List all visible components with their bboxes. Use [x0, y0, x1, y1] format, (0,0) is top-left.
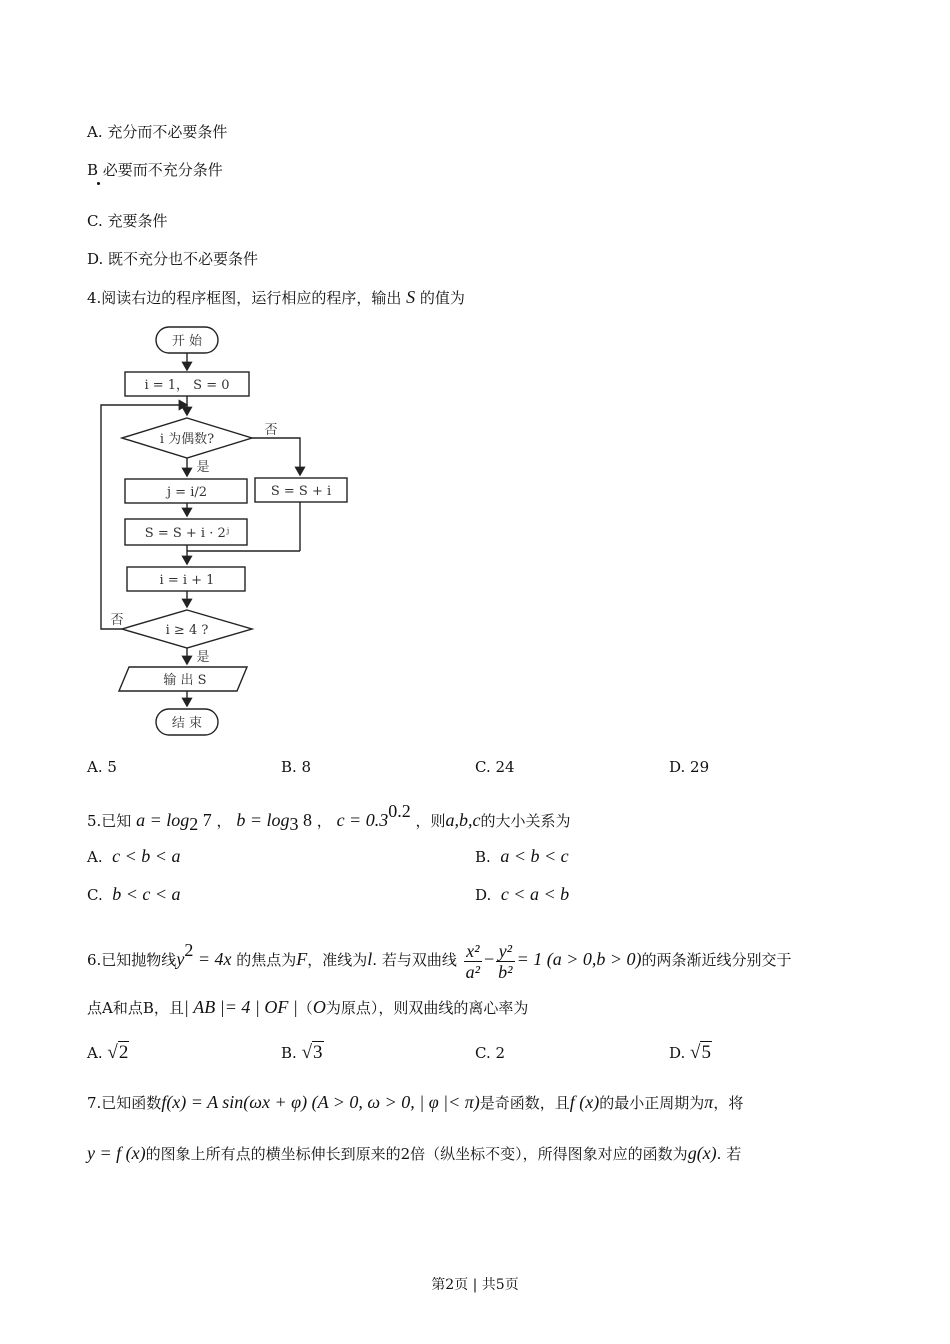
page-footer: 第2页 | 共5页 — [431, 1277, 519, 1293]
q6-option-d-sqrt: √5 — [690, 1042, 711, 1063]
q6-parabola-y: y — [176, 949, 185, 969]
q4-stem — [87, 286, 465, 309]
q6-option-d-value: 5 — [701, 1042, 711, 1063]
q5-sep1: ， — [216, 812, 232, 830]
q3-option-b: B 必要而不充分条件 — [87, 161, 223, 179]
q7-p4: ，将 — [713, 1094, 744, 1112]
q6-focus: F — [296, 949, 308, 969]
q7-stem — [87, 1091, 743, 1114]
flow-output-label: 输 出 S — [163, 673, 207, 688]
q6-line2-pre: 点A和点B，且 — [87, 999, 184, 1017]
q3-option-a: A. 充分而不必要条件 — [87, 123, 228, 141]
program-flowchart — [95, 322, 365, 742]
q6-p5: 的两条渐近线分别交于 — [641, 951, 792, 969]
q6-frac-y-num: y² — [496, 941, 514, 962]
q6-option-c: C. 2 — [475, 1044, 506, 1062]
flow-j-label: j = i/2 — [167, 485, 207, 500]
q6-directrix: l — [367, 949, 373, 969]
flow-end-label: 结 束 — [171, 716, 203, 731]
q6-origin: O — [312, 997, 326, 1017]
q5-option-b — [475, 845, 569, 868]
flow-start-label: 开 始 — [171, 334, 203, 349]
q6-option-a — [87, 1042, 129, 1064]
q6-p2: 的焦点为 — [236, 951, 297, 969]
q5-c-def: c = 0.3 — [336, 810, 389, 830]
q6-option-b-value: 3 — [313, 1042, 323, 1063]
q5-tail-post: 的大小关系为 — [480, 812, 571, 830]
flow-cond1-label: i 为偶数? — [159, 432, 215, 447]
q5-vars: a,b,c — [445, 810, 481, 830]
q4-option-c: C. 24 — [475, 758, 515, 776]
flow-no1-label: 否 — [264, 423, 278, 438]
q6-option-b-label: B. — [281, 1044, 297, 1062]
q6-minus: − — [484, 949, 495, 969]
q5-option-c-label: C. — [87, 886, 103, 904]
q6-option-a-sqrt: √2 — [107, 1042, 129, 1063]
q5-b-base: 3 — [289, 814, 299, 834]
flow-cond2-label: i ≥ 4 ? — [165, 623, 209, 638]
q5-sep2: ， — [316, 812, 332, 830]
q5-b-def: b = log — [236, 810, 290, 830]
q5-option-b-value: a < b < c — [500, 846, 569, 866]
q4-option-a: A. 5 — [87, 758, 117, 776]
q7-l2-text: 的图象上所有点的横坐标伸长到原来的2倍（纵坐标不变），所得图象对应的函数为 — [145, 1145, 688, 1163]
q5-c-exp: 0.2 — [388, 801, 411, 821]
q4-stem-post: 的值为 — [419, 289, 465, 307]
q5-option-b-label: B. — [475, 848, 491, 866]
q5-option-a-label: A. — [87, 848, 103, 866]
q5-option-d-label: D. — [475, 886, 492, 904]
q6-p1: 6.已知抛物线 — [87, 951, 177, 969]
q7-p2: 是奇函数，且 — [479, 1094, 570, 1112]
q6-line2-math: | AB |= 4 | OF | — [183, 997, 298, 1017]
q3-option-c: C. 充要条件 — [87, 212, 168, 230]
q5-a-arg: 7 — [198, 810, 212, 830]
q7-p3: 的最小正周期为 — [599, 1094, 705, 1112]
q5-option-d — [475, 883, 569, 906]
q6-frac-x — [464, 941, 482, 982]
q5-option-a-value: c < b < a — [112, 846, 181, 866]
q6-option-d — [669, 1042, 712, 1064]
flow-yes1-label: 是 — [196, 460, 210, 475]
q7-p1: 7.已知函数 — [87, 1094, 162, 1112]
q5-a-def: a = log — [136, 810, 190, 830]
flow-no2-label: 否 — [110, 613, 124, 628]
q6-frac-x-den: a² — [465, 961, 481, 982]
q6-option-d-label: D. — [669, 1044, 686, 1062]
q7-l2-math: y = f (x) — [87, 1143, 146, 1163]
q7-gx: g(x) — [687, 1143, 717, 1163]
q7-func: f(x) = A sin(ωx + φ) (A > 0, ω > 0, | φ |< π) — [161, 1092, 480, 1112]
q5-a-base: 2 — [189, 814, 199, 834]
q6-eq: = 1 (a > 0,b > 0) — [516, 949, 642, 969]
flow-yes2-label: 是 — [196, 650, 210, 665]
flow-ssum-label: S = S + i — [270, 484, 332, 499]
flow-incr-label: i = i + 1 — [159, 573, 215, 588]
q6-stem — [87, 928, 792, 982]
q7-pi: π — [704, 1092, 714, 1112]
q7-line2 — [87, 1142, 741, 1165]
q5-tail-pre: ，则 — [415, 812, 446, 830]
q7-fx: f (x) — [569, 1092, 600, 1112]
q6-frac-y-den: b² — [498, 961, 513, 982]
q6-line2 — [87, 996, 528, 1019]
q6-option-b-sqrt: √3 — [301, 1042, 323, 1063]
q5-b-arg: 8 — [298, 810, 312, 830]
q4-option-b: B. 8 — [281, 758, 312, 776]
q5-option-c-value: b < c < a — [112, 884, 181, 904]
q5-option-a — [87, 845, 180, 868]
q4-stem-var: S — [406, 287, 416, 307]
q6-frac-y — [496, 941, 514, 982]
q3-option-d: D. 既不充分也不必要条件 — [87, 250, 259, 268]
q5-option-d-value: c < a < b — [500, 884, 570, 904]
q5-option-c — [87, 883, 181, 906]
q6-option-a-label: A. — [87, 1044, 103, 1062]
q6-line2-post: 为原点），则双曲线的离心率为 — [325, 999, 529, 1017]
stray-dot — [97, 182, 100, 185]
q6-p4: . 若与双曲线 — [372, 951, 457, 969]
q5-stem — [87, 800, 571, 835]
q7-l2-tail: . 若 — [716, 1145, 742, 1163]
q6-option-a-value: 2 — [118, 1042, 129, 1063]
flow-spow-label: S = S + i · 2ʲ — [144, 526, 230, 541]
q6-line2-mid: （ — [297, 999, 313, 1017]
q6-p3: ，准线为 — [307, 951, 368, 969]
q6-parabola-rhs: = 4x — [193, 949, 232, 969]
q4-stem-pre: 4.阅读右边的程序框图，运行相应的程序，输出 — [87, 289, 402, 307]
q5-num: 5.已知 — [87, 812, 132, 830]
flow-init-label: i = 1， S = 0 — [144, 378, 230, 393]
q6-frac-x-num: x² — [464, 941, 482, 962]
q6-option-b — [281, 1042, 324, 1064]
q6-parabola-exp: 2 — [184, 940, 194, 960]
q4-option-d: D. 29 — [669, 758, 710, 776]
